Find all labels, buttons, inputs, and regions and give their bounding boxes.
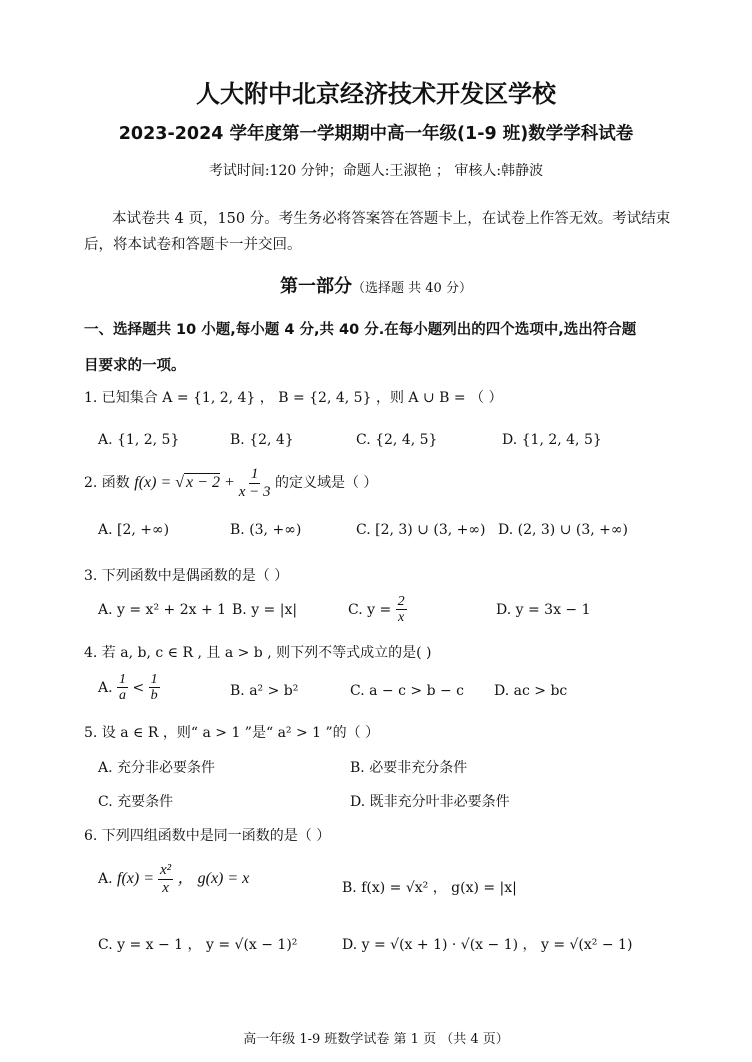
question-3-option-c: C. y = $\frac{2}{x}$ [348, 594, 405, 626]
question-6-option-b: B. f(x) = √x² ， g(x) = |x| [342, 880, 517, 896]
question-4-option-a-label: A. [98, 679, 113, 696]
question-6-option-a: A. f(x) = $\frac{\text{x²}}{x}$ ， g(x) = x [98, 862, 250, 896]
question-2-option-d: D. (2, 3) ∪ (3, +∞) [498, 522, 629, 538]
question-1-option-c: C. {2, 4, 5} [356, 432, 438, 448]
exam-meta: 考试时间:120 分钟；命题人:王淑艳 ； 审核人:韩静波 [208, 163, 544, 179]
question-4-option-d: D. ac > bc [494, 683, 568, 699]
question-2-option-c: C. [2, 3) ∪ (3, +∞) [356, 522, 486, 538]
question-6-option-d: D. y = √(x + 1) · √(x − 1) ， y = √(x² − 1) [342, 937, 633, 953]
question-4-stem: 4. 若 a, b, c ∈ R , 且 a > b , 则下列不等式成立的是( ) [84, 645, 432, 661]
question-2-option-a: A. [2, +∞) [98, 522, 170, 538]
question-2-stem-post: 的定义域是（ ） [274, 475, 378, 491]
question-2-stem: 2. 函数 f(x) = √ x − 2 + $\frac{1}{x - 3}$ 的定义域是（ ） [84, 466, 378, 500]
exam-title: 2023-2024 学年度第一学期期中高一年级(1-9 班)数学学科试卷 [118, 124, 634, 144]
instructions: 本试卷共 4 页，150 分。考生务必将答案答在答题卡上，在试卷上作答无效。考试结束后，将本试卷和答题卡一并交回。 [84, 211, 671, 253]
question-5-option-a: A. 充分非必要条件 [98, 760, 216, 776]
question-3-option-d: D. y = 3x − 1 [496, 602, 591, 618]
page-footer: 高一年级 1-9 班数学试卷 第 1 页 （共 4 页） [243, 1032, 509, 1047]
question-4-option-a: A. $\frac{1}{a}$ < $\frac{1}{b}$ [98, 672, 158, 704]
question-1-option-b: B. {2, 4} [230, 432, 294, 448]
school-title: 人大附中北京经济技术开发区学校 [196, 80, 556, 108]
question-1-stem: 1. 已知集合 A = {1, 2, 4} ， B = {2, 4, 5} ，则 A ∪ B = （ ） [84, 390, 503, 406]
question-6-option-a-label: A. [98, 871, 113, 887]
question-6-option-c: C. y = x − 1 ， y = √(x − 1)² [98, 937, 298, 953]
part-heading [0, 272, 752, 298]
question-3-option-c-label: C. y = [348, 601, 392, 618]
question-3-stem: 3. 下列函数中是偶函数的是（ ） [84, 568, 289, 584]
question-2-stem-pre: 2. 函数 [84, 475, 130, 491]
question-1-option-a: A. {1, 2, 5} [98, 432, 180, 448]
part-note: （选择题 共 40 分） [352, 281, 472, 296]
question-5-option-b: B. 必要非充分条件 [350, 760, 468, 776]
question-5-stem: 5. 设 a ∈ R ，则“ a > 1 ”是“ a² > 1 ”的（ ） [84, 725, 380, 741]
question-5-option-d: D. 既非充分叶非必要条件 [350, 794, 510, 810]
part-title: 第一部分 [280, 276, 353, 297]
question-3-option-a: A. y = x² + 2x + 1 [98, 602, 227, 618]
section-instructions-line2: 目要求的一项。 [84, 358, 186, 374]
question-5-option-c: C. 充要条件 [98, 794, 174, 810]
question-2-option-b: B. (3, +∞) [230, 522, 302, 538]
question-4-option-b: B. a² > b² [230, 683, 299, 699]
question-1-option-d: D. {1, 2, 4, 5} [502, 432, 602, 448]
section-instructions-line1: 一、选择题共 10 小题,每小题 4 分,共 40 分.在每小题列出的四个选项中,选出符合题 [84, 322, 637, 338]
question-4-option-c: C. a − c > b − c [350, 683, 464, 699]
question-6-option-a-post: ， g(x) = x [177, 870, 250, 887]
question-6-stem: 6. 下列四组函数中是同一函数的是（ ） [84, 828, 331, 844]
question-3-option-b: B. y = |x| [232, 602, 298, 618]
